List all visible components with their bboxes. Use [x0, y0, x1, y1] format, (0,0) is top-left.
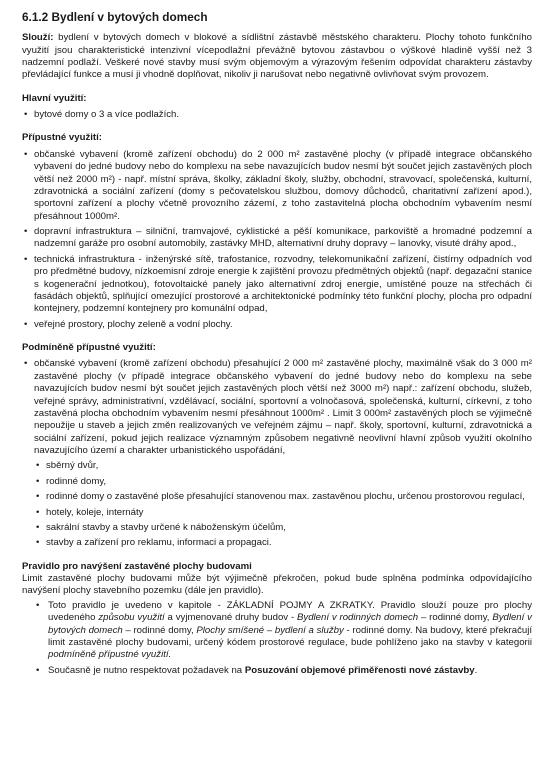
conditional-lead: občanské vybavení (kromě zařízení obchodu) přesahující 2 000 m² zastavěné plochy, maximálně však do 3 000 m² zastavěné plochy (v případě integrace občanského vybavení do jedné budovy nebo do komplexu na sebe navazujících budov nesmí být součet jejich zastavěných ploch větší než 3000 m²) např.: zařízení obchodu, služeb, veřejné správy, administrativní, vzdělávací, sociální, sportovní a volnočasová, společenská, kulturní, církevní, z toho zastavěná plocha obchodním vybavením nesmí přesáhnout 1000m² . Limit 3 000m² zastavěných ploch se výjimečně nepoužije u staveb a jejich změn realizovaných ve veřejném zájmu – např. školy, sportovní, kulturní, zdravotnická a sociální zařízení, pokud jejich realizace významným způsobem negativně neovlivní hlavní způsob využití okolního navazujícího území a charakter urbanistického uspořádání,	[34, 358, 532, 457]
intro-paragraph	[22, 32, 532, 82]
rule-italic: způsobu využití	[98, 612, 165, 624]
list-item: • veřejné prostory, plochy zeleně a vodní plochy.	[22, 319, 532, 331]
main-use-section	[22, 93, 532, 122]
list-item: • občanské vybavení (kromě zařízení obchodu) do 2 000 m² zastavěné plochy (v případě integrace občanského vybavení do jedné budovy nebo do komplexu na sebe navazujících budov nesmí být součet jejich zastavěných ploch větší než 2000 m²) - např. místní správa, školky, základní školy, služby, obchodní, stravovací, společenská, kulturní, zdravotnická a sociální zařízení (domy s pečovatelskou službou, domovy důchodců, charitativní zařízení apod.), sportovní zařízení a plochy včetně provozního zázemí, z toho zastavitelná plocha obchodním vybavením nesmí přesáhnout 1000m².	[22, 149, 532, 223]
list-item	[36, 600, 532, 662]
rule-text: – rodinné domy,	[122, 624, 197, 636]
list-item: • rodinné domy o zastavěné ploše přesahující stanovenou max. zastavěnou plochu, určenou prostorovou regulací,	[34, 491, 532, 503]
permitted-section	[22, 132, 532, 331]
rule-text: .	[474, 664, 478, 676]
rule-text: – rodinné domy,	[418, 612, 493, 624]
conditional-sublist	[34, 460, 532, 549]
intro-label: Slouží:	[22, 32, 54, 44]
rule-italic: Plochy smíšené – bydlení a služby	[196, 624, 344, 636]
rule-bold: Posuzování objemové přiměřenosti nové zástavby	[244, 664, 475, 676]
rule-section	[22, 561, 532, 677]
list-item	[36, 665, 532, 677]
list-item: • stavby a zařízení pro reklamu, informaci a propagaci.	[34, 537, 532, 549]
list-item: • sběrný dvůr,	[34, 460, 532, 472]
section-title: 6.1.2 Bydlení v bytových domech	[22, 10, 208, 24]
permitted-heading: Přípustné využití:	[22, 132, 102, 144]
main-use-heading: Hlavní využití:	[22, 92, 87, 104]
permitted-list	[22, 149, 532, 331]
rule-paragraph: Limit zastavěné plochy budovami může být výjimečně překročen, pokud bude splněna podmínka odpovídajícího navýšení plochy stavebního pozemku (dále jen pravidlo).	[22, 573, 532, 597]
list-item: • hotely, koleje, internáty	[34, 507, 532, 519]
rule-italic: Bydlení v rodinných domech	[297, 612, 419, 624]
list-item: • dopravní infrastruktura – silniční, tramvajové, cyklistické a pěší komunikace, parkoviště a hromadné podzemní a nadzemní garáže pro osobní automobily, zastávky MHD, alternativní druhy dopravy – lanovky, visuté dráhy apod.,	[22, 226, 532, 251]
rule-italic: podmíněně přípustné využití.	[48, 649, 172, 661]
intro-text: bydlení v bytových domech v blokové a sídlištní zástavbě městského charakteru. Plochy tohoto funkčního využití jsou charakteristické intenzivní vícepodlažní převážně bytovou zástavbou o výškové hladině vyšší než 3 nadzemní podlaží. Veškeré nové stavby musí svým objemovým a výrazovým řešením odpovídat charakteru zástavby převládající funkce a musí ji vhodně doplňovat, nikoliv ji narušovat nebo negativně ovlivňovat svým provozem.	[22, 32, 532, 81]
list-item: • technická infrastruktura - inženýrské sítě, trafostanice, rozvodny, telekomunikační zařízení, čistírny odpadních vod pro předmětné budovy, nízkoemisní zdroje energie k zajištění provozu předmětných objektů (např. degazační stanice s kogenerační jednotkou), fotovoltaické panely jako alternativní zdroj energie, umístěné pouze na střechách či fasádách objektů, splňující omezující prostorové a architektonické podmínky této funkční plochy, plocha pro odpadní kontejnery, podzemní kontejnery pro komunální odpad,	[22, 254, 532, 316]
rule-italic: Bydlení v bytových domech	[48, 612, 532, 636]
conditional-heading: Podmíněně přípustné využití:	[22, 342, 156, 354]
rule-text: Toto pravidlo je uvedeno v kapitole - ZÁKLADNÍ POJMY A ZKRATKY. Pravidlo slouží pouze pro plochy uvedeného	[48, 599, 532, 624]
list-item	[22, 358, 532, 549]
conditional-section	[22, 342, 532, 550]
list-item: • sakrální stavby a stavby určené k náboženským účelům,	[34, 522, 532, 534]
list-item: • rodinné domy,	[34, 476, 532, 488]
rule-heading: Pravidlo pro navýšení zastavěné plochy budovami	[22, 560, 252, 572]
main-use-list	[22, 109, 532, 121]
list-item: • bytové domy o 3 a více podlažích.	[22, 109, 532, 121]
conditional-list	[22, 358, 532, 549]
rule-text: Současně je nutno respektovat požadavek na	[48, 664, 245, 676]
rule-text: - rodinné domy. Na budovy, které překračují limit zastavěné plochy budovami, určený kódem prostorové regulace, bude pohlíženo jako na stavby v kategorii	[48, 624, 533, 648]
rule-text: a vyjmenované druhy budov -	[164, 612, 298, 624]
rule-list	[22, 600, 532, 677]
